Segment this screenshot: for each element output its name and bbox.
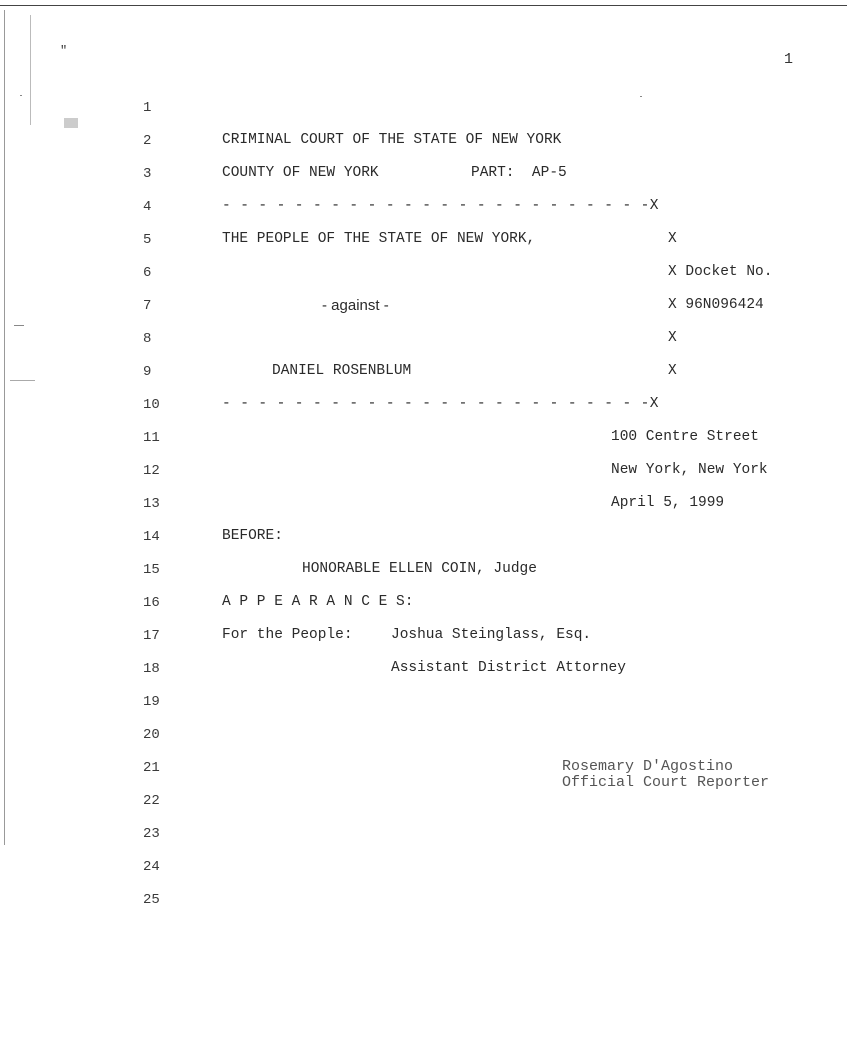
against-label: - against -	[322, 297, 389, 314]
scan-speck	[640, 96, 642, 97]
scan-speck	[10, 380, 35, 381]
hearing-date: April 5, 1999	[611, 495, 725, 511]
line-number: 2	[143, 133, 152, 149]
line-number: 19	[143, 694, 160, 710]
caption-x-mark: X	[668, 363, 677, 379]
line-number: 10	[143, 397, 160, 413]
reporter-title: Official Court Reporter	[562, 774, 770, 791]
line-number: 13	[143, 496, 160, 512]
line-number: 14	[143, 529, 160, 545]
line-number: 23	[143, 826, 160, 842]
prosecutor-name: Joshua Steinglass, Esq.	[391, 627, 592, 643]
line-number: 12	[143, 463, 160, 479]
caption-x-mark: X	[668, 330, 677, 346]
top-border	[0, 5, 847, 6]
caption-divider-bottom: - - - - - - - - - - - - - - - - - - - - - - - -X	[222, 396, 659, 412]
caption-x-mark: X	[668, 231, 677, 247]
line-number: 18	[143, 661, 160, 677]
line-number: 25	[143, 892, 160, 908]
location-street: 100 Centre Street	[611, 429, 759, 445]
court-part: PART: AP-5	[471, 165, 567, 181]
line-number: 9	[143, 364, 152, 380]
location-city: New York, New York	[611, 462, 768, 478]
scan-speck	[20, 95, 22, 96]
prosecutor-title: Assistant District Attorney	[391, 660, 626, 676]
county-name: COUNTY OF NEW YORK	[222, 165, 379, 181]
line-number: 20	[143, 727, 160, 743]
reporter-name: Rosemary D'Agostino	[562, 758, 734, 775]
defendant-name: DANIEL ROSENBLUM	[272, 363, 412, 379]
court-name: CRIMINAL COURT OF THE STATE OF NEW YORK	[222, 132, 562, 148]
scan-speck	[64, 118, 78, 128]
docket-number: X 96N096424	[668, 297, 764, 313]
line-number: 16	[143, 595, 160, 611]
plaintiff-name: THE PEOPLE OF THE STATE OF NEW YORK,	[222, 231, 536, 247]
line-number: 3	[143, 166, 152, 182]
corner-mark: "	[60, 44, 68, 58]
line-number: 17	[143, 628, 160, 644]
before-label: BEFORE:	[222, 528, 283, 544]
binding-mark	[30, 15, 31, 125]
judge-name: HONORABLE ELLEN COIN, Judge	[302, 561, 537, 577]
appearances-heading: A P P E A R A N C E S:	[222, 594, 414, 610]
line-number: 11	[143, 430, 160, 446]
line-number: 6	[143, 265, 152, 281]
line-number: 4	[143, 199, 152, 215]
line-number: 22	[143, 793, 160, 809]
line-number: 1	[143, 100, 152, 116]
line-number: 7	[143, 298, 152, 314]
page-number: 1	[784, 51, 794, 68]
line-number: 24	[143, 859, 160, 875]
line-number: 21	[143, 760, 160, 776]
caption-divider-top: - - - - - - - - - - - - - - - - - - - - - - - -X	[222, 198, 659, 214]
left-margin-line	[4, 10, 5, 845]
line-number: 15	[143, 562, 160, 578]
line-number: 8	[143, 331, 152, 347]
people-label: For the People:	[222, 627, 353, 643]
docket-label: X Docket No.	[668, 264, 773, 280]
scan-speck	[14, 325, 24, 326]
line-number: 5	[143, 232, 152, 248]
